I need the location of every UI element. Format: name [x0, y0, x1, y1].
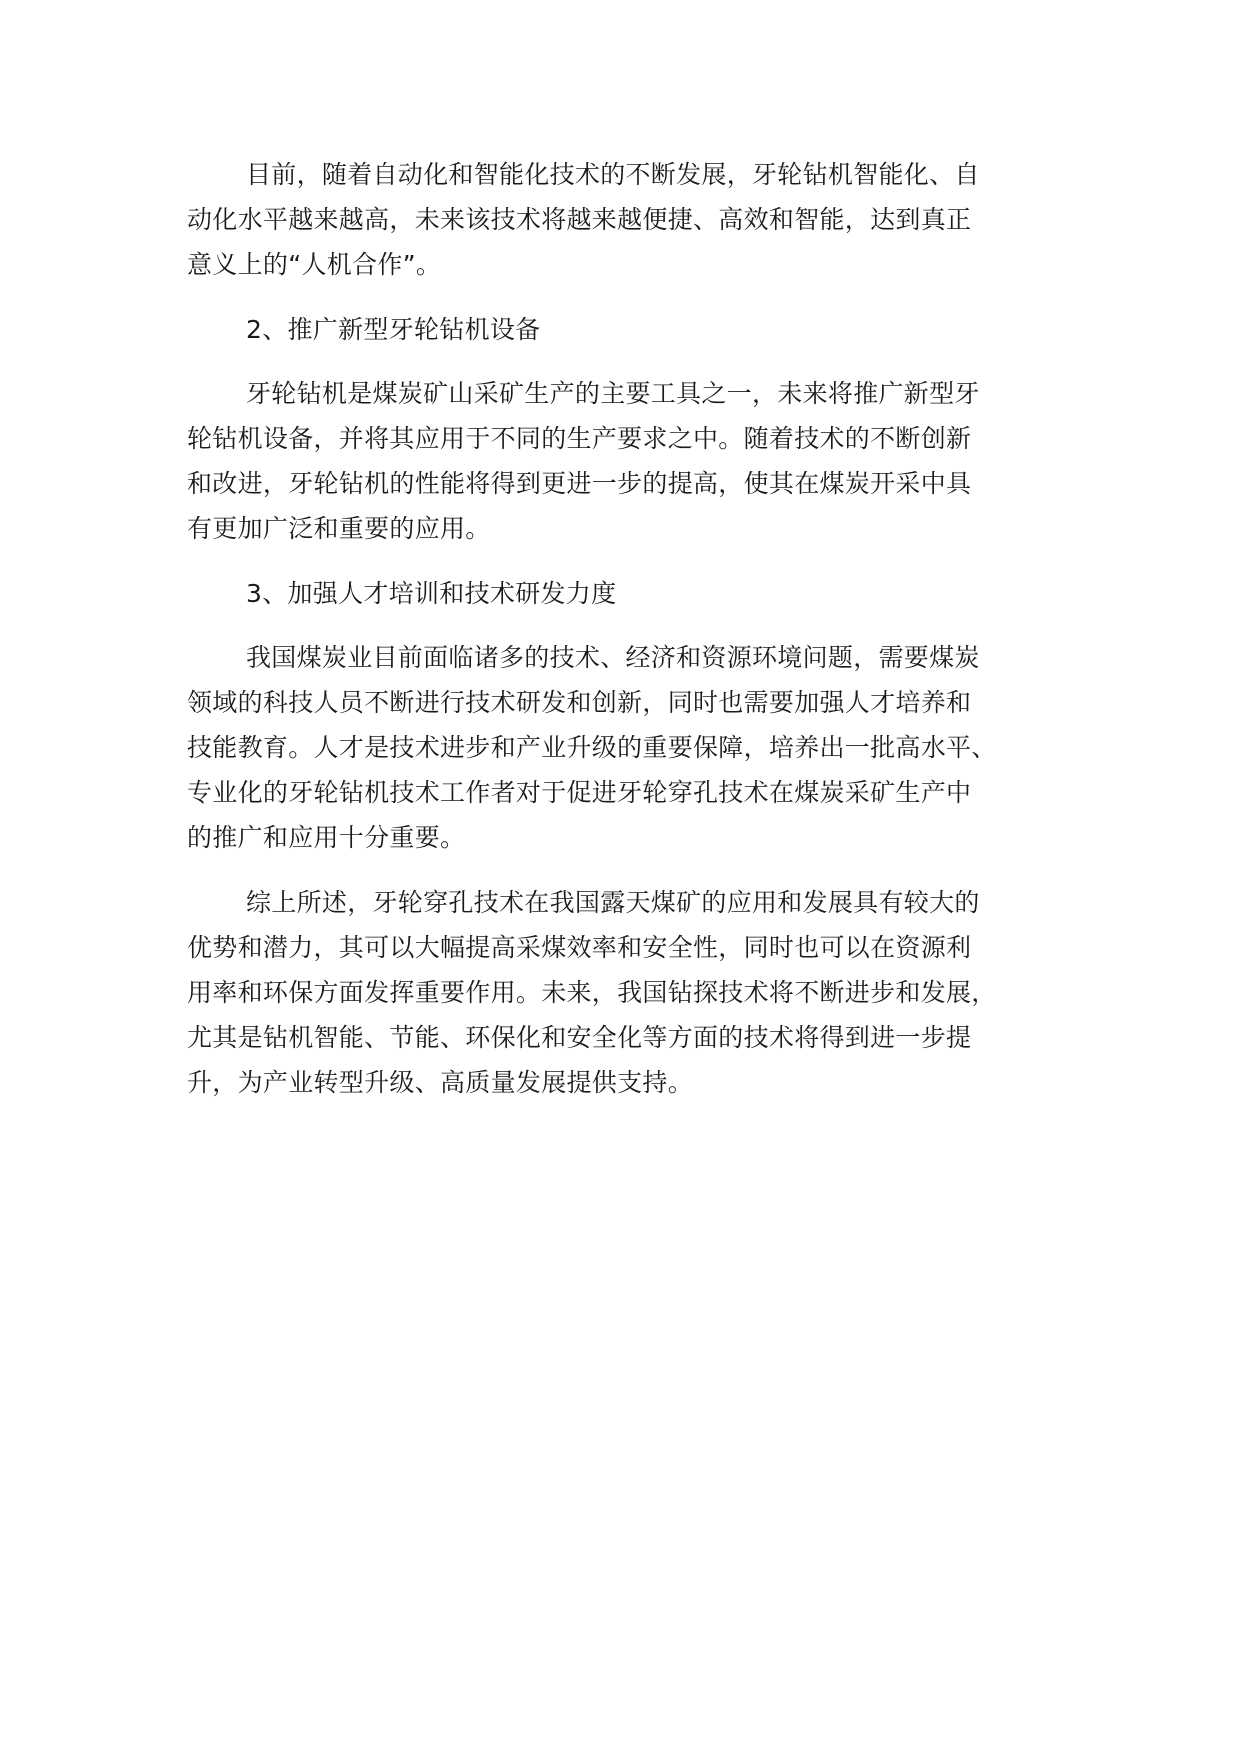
- text-line: 轮钻机设备，并将其应用于不同的生产要求之中。随着技术的不断创新: [187, 424, 972, 453]
- text-line: 牙轮钻机是煤炭矿山采矿生产的主要工具之一，未来将推广新型牙: [246, 379, 980, 408]
- text-line: 升，为产业转型升级、高质量发展提供支持。: [187, 1068, 694, 1097]
- text-line: 领域的科技人员不断进行技术研发和创新，同时也需要加强人才培养和: [187, 688, 972, 717]
- section-heading-3: [187, 571, 1087, 616]
- section-heading-2: [187, 307, 1087, 352]
- paragraph-talent-training: [187, 635, 1087, 860]
- paragraph-new-equipment: [187, 371, 1087, 551]
- text-line: 目前，随着自动化和智能化技术的不断发展，牙轮钻机智能化、自: [246, 160, 980, 189]
- text-line: 有更加广泛和重要的应用。: [187, 514, 491, 543]
- heading-text: 3、加强人才培训和技术研发力度: [246, 579, 617, 608]
- text-line: 综上所述，牙轮穿孔技术在我国露天煤矿的应用和发展具有较大的: [246, 888, 980, 917]
- text-line: 意义上的“人机合作”。: [187, 250, 442, 279]
- paragraph-intelligent-development: [187, 152, 1087, 287]
- text-line: 技能教育。人才是技术进步和产业升级的重要保障，培养出一批高水平、: [187, 733, 997, 762]
- text-line: 和改进，牙轮钻机的性能将得到更进一步的提高，使其在煤炭开采中具: [187, 469, 972, 498]
- text-line: 用率和环保方面发挥重要作用。未来，我国钻探技术将不断进步和发展，: [187, 978, 997, 1007]
- text-line: 专业化的牙轮钻机技术工作者对于促进牙轮穿孔技术在煤炭采矿生产中: [187, 778, 972, 807]
- text-line: 动化水平越来越高，未来该技术将越来越便捷、高效和智能，达到真正: [187, 205, 972, 234]
- text-line: 优势和潜力，其可以大幅提高采煤效率和安全性，同时也可以在资源利: [187, 933, 972, 962]
- text-line: 的推广和应用十分重要。: [187, 823, 466, 852]
- text-line: 我国煤炭业目前面临诸多的技术、经济和资源环境问题，需要煤炭: [246, 643, 980, 672]
- paragraph-conclusion: [187, 880, 1087, 1105]
- heading-text: 2、推广新型牙轮钻机设备: [246, 315, 541, 344]
- document-body: [187, 152, 1087, 1125]
- text-line: 尤其是钻机智能、节能、环保化和安全化等方面的技术将得到进一步提: [187, 1023, 972, 1052]
